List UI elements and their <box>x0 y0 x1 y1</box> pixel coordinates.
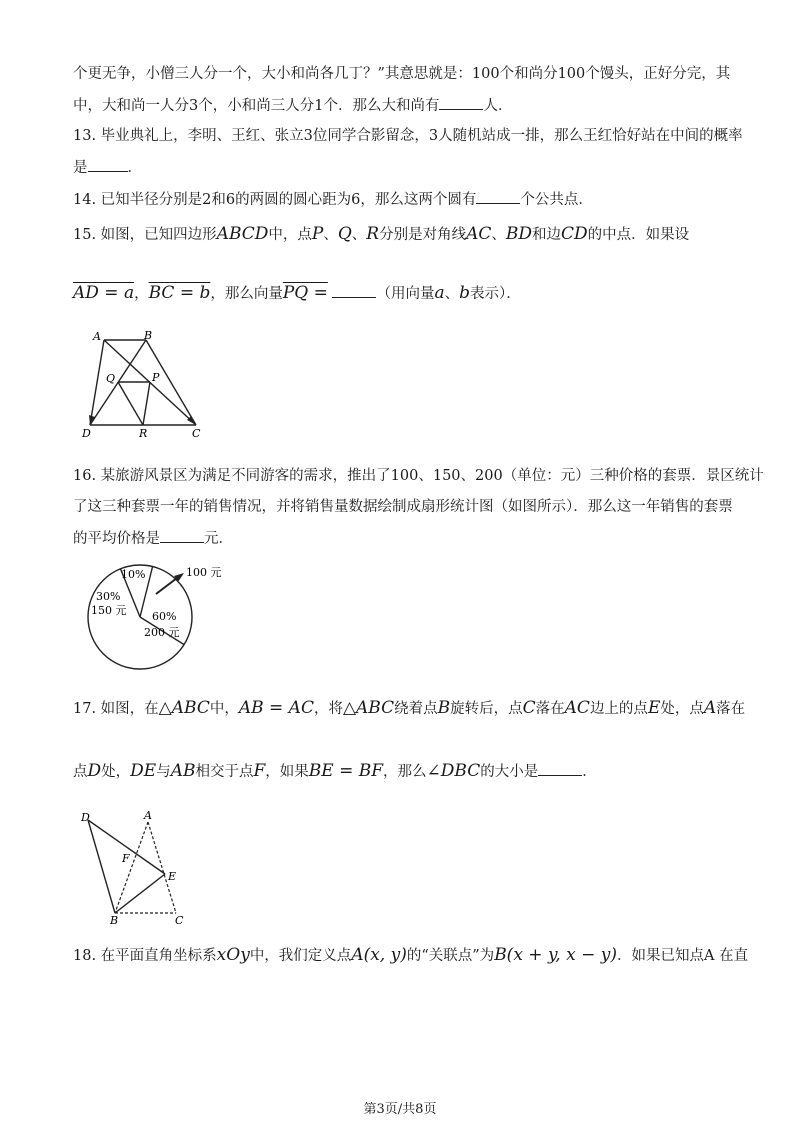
text: 元． <box>204 531 233 547</box>
text: 旋转后，点 <box>450 701 523 717</box>
text: ． <box>127 160 142 176</box>
math: AC <box>564 698 590 718</box>
answer-blank[interactable] <box>439 95 483 110</box>
text: 个更无争，小僧三人分一个，大小和尚各几丁？”其意思就是：100个和尚分100个馒头，正好分完，其 <box>73 66 731 82</box>
question-15-line <box>73 283 733 304</box>
label-100-yuan: 100 元 <box>186 566 222 579</box>
text: 的大小是 <box>480 764 539 780</box>
math: E <box>647 698 661 718</box>
text: 的“关联点”为 <box>406 948 495 964</box>
answer-blank[interactable] <box>476 189 520 204</box>
text: ，那么向量 <box>210 286 283 302</box>
label-60-percent: 60% <box>152 610 177 623</box>
question-17-line <box>73 698 746 719</box>
math: CD <box>561 224 588 244</box>
text: 处， <box>101 764 131 780</box>
math: ABCD <box>216 224 269 244</box>
text: 15. 如图，已知四边形 <box>73 227 217 243</box>
text: 边上的点 <box>589 701 648 717</box>
page-footer: 第3页/共8页 <box>363 1102 437 1117</box>
text: 、 <box>491 227 506 243</box>
text: 17. 如图，在 <box>73 701 159 717</box>
question-16-line <box>73 497 733 517</box>
text-line <box>73 64 733 84</box>
math: △ABC <box>342 698 395 718</box>
label-F: F <box>122 852 130 865</box>
text: ，将 <box>313 701 343 717</box>
figure-16-pie-chart <box>72 556 252 671</box>
text: 中， <box>209 701 239 717</box>
math: C <box>522 698 536 718</box>
text: 中，点 <box>268 227 312 243</box>
question-13-line <box>73 157 733 178</box>
text: 、 <box>444 286 460 302</box>
question-14-line <box>73 189 733 210</box>
math: P <box>311 224 324 244</box>
math: R <box>366 224 380 244</box>
label-R: R <box>139 427 148 440</box>
text: ， <box>134 286 149 302</box>
text: ，那么 <box>383 764 427 780</box>
text: 人． <box>483 98 513 114</box>
question-17-line <box>73 761 733 782</box>
math: ∠DBC <box>426 761 481 781</box>
text: 处，点 <box>660 701 704 717</box>
math: DE <box>130 761 157 781</box>
text: 18. 在平面直角坐标系 <box>73 948 217 964</box>
text: 、 <box>323 227 338 243</box>
label-150-yuan: 150 元 <box>91 604 127 617</box>
vector-expression: AD = a <box>73 283 135 303</box>
text: 14. 已知半径分别是2和6的两圆的圆心距为6，那么这两个圆有 <box>73 192 477 208</box>
text: 中，我们定义点 <box>249 948 352 964</box>
answer-blank[interactable] <box>160 528 204 543</box>
label-D: D <box>81 811 90 824</box>
math: xOy <box>216 945 250 965</box>
math: AB = AC <box>238 698 314 718</box>
text-line <box>73 95 733 116</box>
label-10-percent: 10% <box>121 568 146 581</box>
label-Q: Q <box>106 372 116 385</box>
math: Q <box>337 224 352 244</box>
label-200-yuan: 200 元 <box>144 626 180 639</box>
text: 13. 毕业典礼上，李明、王红、张立3位同学合影留念，3人随机站成一排，那么王红恰好站在中间的概率 <box>73 128 743 144</box>
pointer-arrow <box>156 578 177 594</box>
question-15-line <box>73 224 733 245</box>
math: B(x + y, x − y) <box>494 945 617 965</box>
label-B: B <box>144 329 153 342</box>
text: 个公共点． <box>520 192 593 208</box>
vector-expression: BC = b <box>148 283 211 303</box>
text: （用向量 <box>376 286 435 302</box>
label-D: D <box>82 427 91 440</box>
label-C: C <box>192 427 201 440</box>
math: BE = BF <box>308 761 384 781</box>
vector-expression: PQ = <box>282 283 328 303</box>
label-E: E <box>168 870 177 883</box>
text: 中，大和尚一人分3个，小和尚三人分1个．那么大和尚有 <box>73 98 440 114</box>
answer-blank[interactable] <box>332 283 376 298</box>
text: 分别是对角线 <box>379 227 467 243</box>
answer-blank[interactable] <box>538 761 582 776</box>
math: D <box>87 761 102 781</box>
text: 落在 <box>535 701 565 717</box>
math: B <box>437 698 451 718</box>
arrow-head <box>174 573 184 582</box>
question-16-line <box>73 466 764 486</box>
text: 落在 <box>716 701 746 717</box>
figure-15-quadrilateral <box>76 328 208 440</box>
label-B: B <box>110 914 119 926</box>
text: 绕着点 <box>394 701 438 717</box>
math: AC <box>466 224 492 244</box>
answer-blank[interactable] <box>88 157 128 172</box>
text: 相交于点 <box>195 764 254 780</box>
text: 、 <box>351 227 367 243</box>
text: ． <box>582 764 597 780</box>
label-A: A <box>144 809 152 822</box>
text: 表示）． <box>470 286 521 302</box>
math: △ABC <box>158 698 210 718</box>
math: A <box>703 698 717 718</box>
figure-17-triangles <box>76 806 196 926</box>
question-18-line <box>73 945 749 966</box>
math: F <box>253 761 266 781</box>
text: ，如果 <box>265 764 309 780</box>
text: 的平均价格是 <box>73 531 160 547</box>
text: 与 <box>156 764 171 780</box>
label-30-percent: 30% <box>96 590 121 603</box>
text: 16. 某旅游风景区为满足不同游客的需求，推出了100、150、200（单位：元）三种价格的套票．景区统计 <box>73 468 764 484</box>
math: BD <box>505 224 533 244</box>
label-C: C <box>175 914 184 926</box>
text: 的中点．如果设 <box>587 227 690 243</box>
label-P: P <box>152 371 160 384</box>
text: 了这三种套票一年的销售情况，并将销售量数据绘制成扇形统计图（如图所示）．那么这一年销售的套票 <box>73 499 733 515</box>
text: 是 <box>73 160 88 176</box>
label-A: A <box>93 330 101 343</box>
math: b <box>459 283 471 303</box>
question-13-line <box>73 126 743 146</box>
text: ．如果已知点A 在直 <box>616 948 749 964</box>
text: 点 <box>73 764 88 780</box>
math: AB <box>170 761 196 781</box>
math: a <box>434 283 445 303</box>
text: 和边 <box>532 227 562 243</box>
math: A(x, y) <box>351 945 407 965</box>
question-16-line <box>73 528 733 549</box>
